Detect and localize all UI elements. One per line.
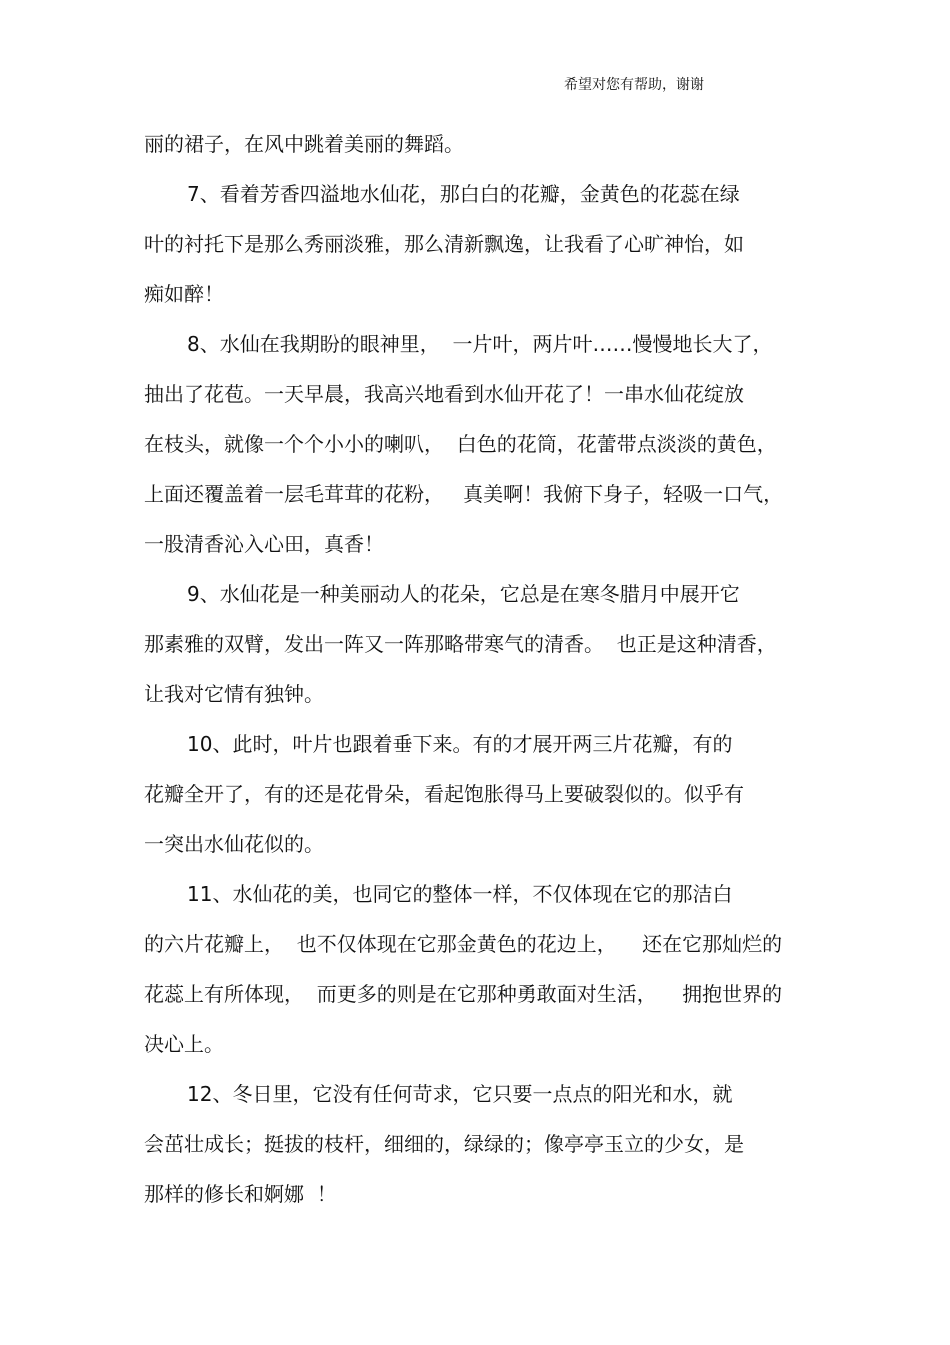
text-line: 会茁壮成长；挺拔的枝杆，细细的，绿绿的；像亭亭玉立的少女，是 — [144, 1132, 744, 1156]
text-line: 让我对它情有独钟。 — [144, 682, 324, 706]
text-line: 花蕊上有所体现， 而更多的则是在它那种勇敢面对生活， 拥抱世界的 — [144, 982, 783, 1006]
text-line: 9、水仙花是一种美丽动人的花朵，它总是在寒冬腊月中展开它 — [187, 582, 740, 606]
text-line: 痴如醉！ — [144, 282, 224, 306]
text-line: 丽的裙子，在风中跳着美丽的舞蹈。 — [144, 132, 464, 156]
text-line: 11、水仙花的美，也同它的整体一样，不仅体现在它的那洁白 — [187, 882, 733, 906]
text-line: 8、水仙在我期盼的眼神里， 一片叶，两片叶……慢慢地长大了， — [187, 332, 773, 356]
text-line: 12、冬日里，它没有任何苛求，它只要一点点的阳光和水，就 — [187, 1082, 733, 1106]
text-line: 上面还覆盖着一层毛茸茸的花粉， 真美啊！我俯下身子，轻吸一口气， — [144, 482, 784, 506]
text-line: 7、看着芳香四溢地水仙花，那白白的花瓣，金黄色的花蕊在绿 — [187, 182, 740, 206]
text-line: 的六片花瓣上， 也不仅体现在它那金黄色的花边上， 还在它那灿烂的 — [144, 932, 783, 956]
text-line: 那素雅的双臂，发出一阵又一阵那略带寒气的清香。 也正是这种清香， — [144, 632, 777, 656]
text-line: 花瓣全开了，有的还是花骨朵，看起饱胀得马上要破裂似的。似乎有 — [144, 782, 744, 806]
text-line: 抽出了花苞。一天早晨，我高兴地看到水仙开花了！一串水仙花绽放 — [144, 382, 744, 406]
text-line: 一股清香沁入心田，真香！ — [144, 532, 384, 556]
text-line: 一突出水仙花似的。 — [144, 832, 324, 856]
header-note: 希望对您有帮助，谢谢 — [564, 77, 704, 93]
text-line: 决心上。 — [144, 1032, 224, 1056]
text-line: 10、此时，叶片也跟着垂下来。有的才展开两三片花瓣，有的 — [187, 732, 733, 756]
text-line: 那样的修长和婀娜 ！ — [144, 1182, 337, 1206]
text-line: 叶的衬托下是那么秀丽淡雅，那么清新飘逸，让我看了心旷神怡，如 — [144, 232, 744, 256]
text-line: 在枝头，就像一个个小小的喇叭， 白色的花筒，花蕾带点淡淡的黄色， — [144, 432, 777, 456]
